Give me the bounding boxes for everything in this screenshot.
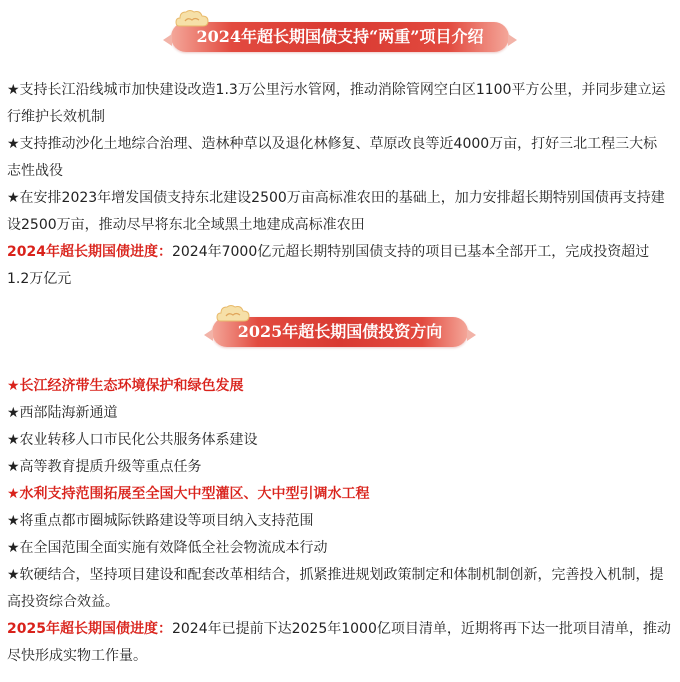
section2-item-2: ★农业转移人口市民化公共服务体系建设 bbox=[7, 432, 258, 448]
section1-title-banner bbox=[171, 22, 509, 52]
section2-item-1: ★西部陆海新通道 bbox=[7, 405, 118, 421]
section2-progress-label: 2025年超长期国债进度： bbox=[7, 621, 172, 637]
section2-item-5: ★在全国范围全面实施有效降低全社会物流成本行动 bbox=[7, 540, 328, 556]
section1-item-2: ★支持推动沙化土地综合治理、造林种草以及退化林修复、草原改良等近4000万亩，打好三北工程三大标志性战役 bbox=[7, 136, 658, 179]
auspicious-cloud-icon bbox=[175, 8, 209, 30]
section1-progress-text: 2024年7000亿元超长期特别国债支持的项目已基本全部开工，完成投资超过1.2万亿元 bbox=[7, 244, 650, 287]
section2-item-3: ★高等教育提质升级等重点任务 bbox=[7, 459, 202, 475]
section1-banner-wrap bbox=[0, 22, 680, 52]
section2-item-4: ★将重点都市圈城际铁路建设等项目纳入支持范围 bbox=[7, 513, 314, 529]
section1-title: 2024年超长期国债支持“两重”项目介绍 bbox=[196, 27, 484, 46]
section2-banner-wrap bbox=[0, 317, 680, 347]
section2-title: 2025年超长期国债投资方向 bbox=[237, 322, 443, 341]
section1-content bbox=[7, 77, 671, 293]
section1-item-3: ★在安排2023年增发国债支持东北建设2500万亩高标准农田的基础上，加力安排超长期特别国债再支持建设2500万亩，推动尽早将东北全域黑土地建成高标准农田 bbox=[7, 190, 665, 233]
section2-progress-text: 2024年已提前下达2025年1000亿项目清单，近期将再下达一批项目清单，推动尽快形成实物工作量。 bbox=[7, 621, 671, 664]
section2-title-banner bbox=[212, 317, 468, 347]
section2-progress bbox=[7, 616, 671, 670]
section1-item-1: ★支持长江沿线城市加快建设改造1.3万公里污水管网，推动消除管网空白区1100平方公里，并同步建立运行维护长效机制 bbox=[7, 82, 666, 125]
section2-item-6: ★软硬结合，坚持项目建设和配套改革相结合，抓紧推进规划政策制定和体制机制创新，完善投入机制，提高投资综合效益。 bbox=[7, 567, 664, 610]
section1-progress bbox=[7, 239, 671, 293]
auspicious-cloud-icon bbox=[216, 303, 250, 325]
section2-content bbox=[7, 373, 671, 670]
section2-heading-2: ★水利支持范围拓展至全国大中型灌区、大中型引调水工程 bbox=[7, 486, 370, 502]
section2-heading-1: ★长江经济带生态环境保护和绿色发展 bbox=[7, 378, 244, 394]
section1-progress-label: 2024年超长期国债进度： bbox=[7, 244, 172, 260]
